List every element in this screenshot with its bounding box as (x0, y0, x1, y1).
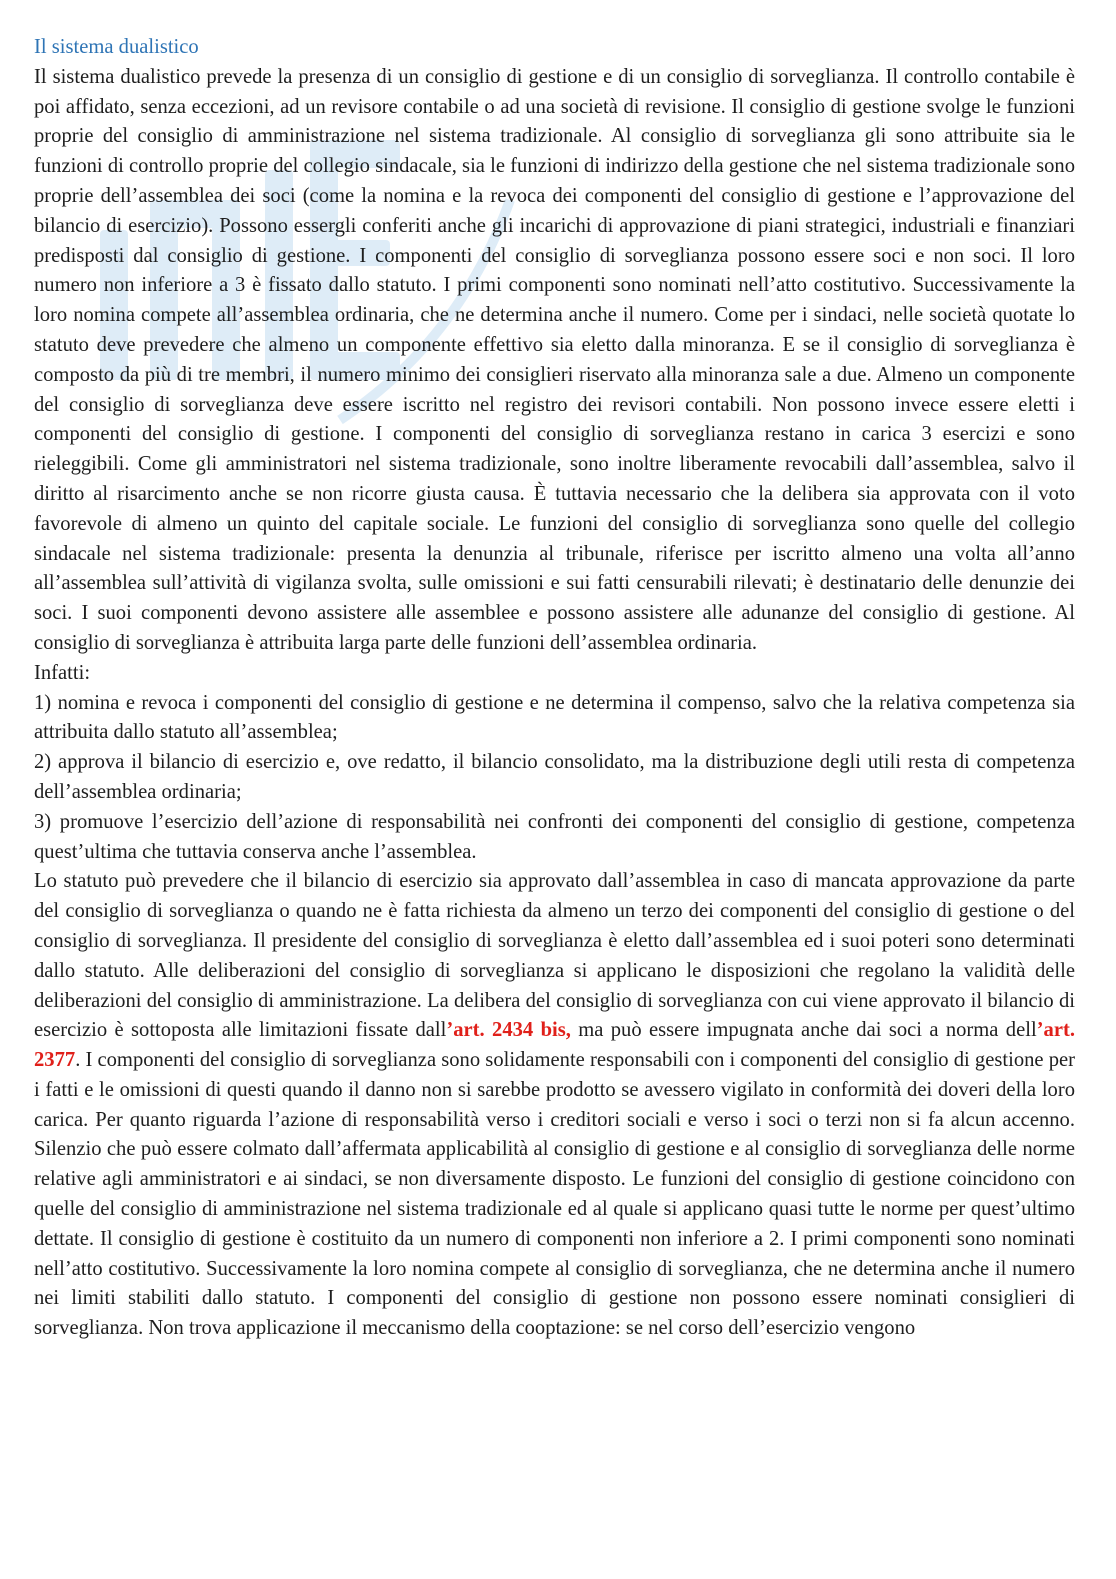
document-page (34, 33, 1075, 1344)
article-ref-2434-bis: ’art. 2434 bis, (446, 1019, 571, 1042)
article-ref-2377: ’art. 2377 (34, 1019, 1075, 1072)
section-title: Il sistema dualistico (34, 36, 199, 58)
paragraph-final (34, 867, 1075, 1344)
infatti-label: Infatti: (34, 661, 91, 684)
final-text-2: ma può essere impugnata anche dai soci a norma dell (570, 1019, 1037, 1042)
list-item-1: 1) nomina e revoca i componenti del consiglio di gestione e ne determina il compenso, salvo che la relativa competenza sia attribuita dallo statuto all’assemblea; (34, 691, 1075, 744)
paragraph-intro: Il sistema dualistico prevede la presenza di un consiglio di gestione e di un consiglio di sorveglianza. Il controllo contabile è poi affidato, senza eccezioni, ad un revisore contabile o ad una società di revisione. Il consiglio di gestione svolge le funzioni proprie del consiglio di amministrazione nel sistema tradizionale. Al consiglio di sorveglianza gli sono attribuite sia le funzioni di controllo proprie del collegio sindacale, sia le funzioni di indirizzo della gestione che nel sistema tradizionale sono proprie dell’assemblea dei soci (come la nomina e la revoca dei componenti del consiglio di gestione e l’approvazione del bilancio di esercizio). Possono essergli conferiti anche gli incarichi di approvazione di piani strategici, industriali e finanziari predisposti dal consiglio di gestione. I componenti del consiglio di sorveglianza possono essere soci e non soci. Il loro numero non inferiore a 3 è fissato dallo statuto. I primi componenti sono nominati nell’atto costitutivo. Successivamente la loro nomina compete all’assemblea ordinaria, che ne determina anche il numero. Come per i sindaci, nelle società quotate lo statuto deve prevedere che almeno un componente effettivo sia eletto dalla minoranza. E se il consiglio di sorveglianza è composto da più di tre membri, il numero minimo dei consiglieri riservato alla minoranza sale a due. Almeno un componente del consiglio di sorveglianza deve essere iscritto nel registro dei revisori contabili. Non possono invece essere eletti i componenti del consiglio di gestione. I componenti del consiglio di sorveglianza restano in carica 3 esercizi e sono rieleggibili. Come gli amministratori nel sistema tradizionale, sono inoltre liberamente revocabili dall’assemblea, salvo il diritto al risarcimento anche se non ricorre giusta causa. È tuttavia necessario che la delibera sia approvata con il voto favorevole di almeno un quinto del capitale sociale. Le funzioni del consiglio di sorveglianza sono quelle del collegio sindacale nel sistema tradizionale: presenta la denunzia al tribunale, riferisce per iscritto almeno una volta all’anno all’assemblea sull’attività di vigilanza svolta, sulle omissioni e sui fatti censurabili rilevati; è destinatario delle denunzie dei soci. I suoi componenti devono assistere alle assemblee e possono assistere alle adunanze del consiglio di gestione. Al consiglio di sorveglianza è attribuita larga parte delle funzioni dell’assemblea ordinaria. (34, 65, 1075, 654)
final-text-1: Lo statuto può prevedere che il bilancio di esercizio sia approvato dall’assemblea in caso di mancata approvazione da parte del consiglio di sorveglianza o quando ne è fatta richiesta da almeno un terzo dei componenti del consiglio di gestione o del consiglio di sorveglianza. Il presidente del consiglio di sorveglianza è eletto dall’assemblea ed i suoi poteri sono determinati dallo statuto. Alle deliberazioni del consiglio di sorveglianza si applicano le disposizioni che regolano la validità delle deliberazioni del consiglio di amministrazione. La delibera del consiglio di sorveglianza con cui viene approvato il bilancio di esercizio è sottoposta alle limitazioni fissate dall (34, 870, 1075, 1042)
list-item-3: 3) promuove l’esercizio dell’azione di responsabilità nei confronti dei componenti del consiglio di gestione, competenza quest’ultima che tuttavia conserva anche l’assemblea. (34, 810, 1075, 863)
list-item-2: 2) approva il bilancio di esercizio e, ove redatto, il bilancio consolidato, ma la distribuzione degli utili resta di competenza dell’assemblea ordinaria; (34, 751, 1075, 803)
final-text-3: . I componenti del consiglio di sorveglianza sono solidamente responsabili con i componenti del consiglio di gestione per i fatti e le omissioni di questi quando il danno non si sarebbe prodotto se avessero vigilato in conformità dei doveri della loro carica. Per quanto riguarda l’azione di responsabilità verso i creditori sociali e verso i soci o terzi non si fa alcun accenno. Silenzio che può essere colmato dall’affermata applicabilità al consiglio di gestione e al consiglio di sorveglianza delle norme relative agli amministratori e ai sindaci, se non diversamente disposto. Le funzioni del consiglio di gestione coincidono con quelle del consiglio di amministrazione nel sistema tradizionale ed al quale si applicano quasi tutte le norme per quest’ultimo dettate. Il consiglio di gestione è costituito da un numero di componenti non inferiore a 2. I primi componenti sono nominati nell’atto costitutivo. Successivamente la loro nomina compete al consiglio di sorveglianza, che ne determina anche il numero nei limiti stabiliti dallo statuto. I componenti del consiglio di gestione non possono essere nominati consiglieri di sorveglianza. Non trova applicazione il meccanismo della cooptazione: se nel corso dell’esercizio vengono (34, 1049, 1075, 1340)
